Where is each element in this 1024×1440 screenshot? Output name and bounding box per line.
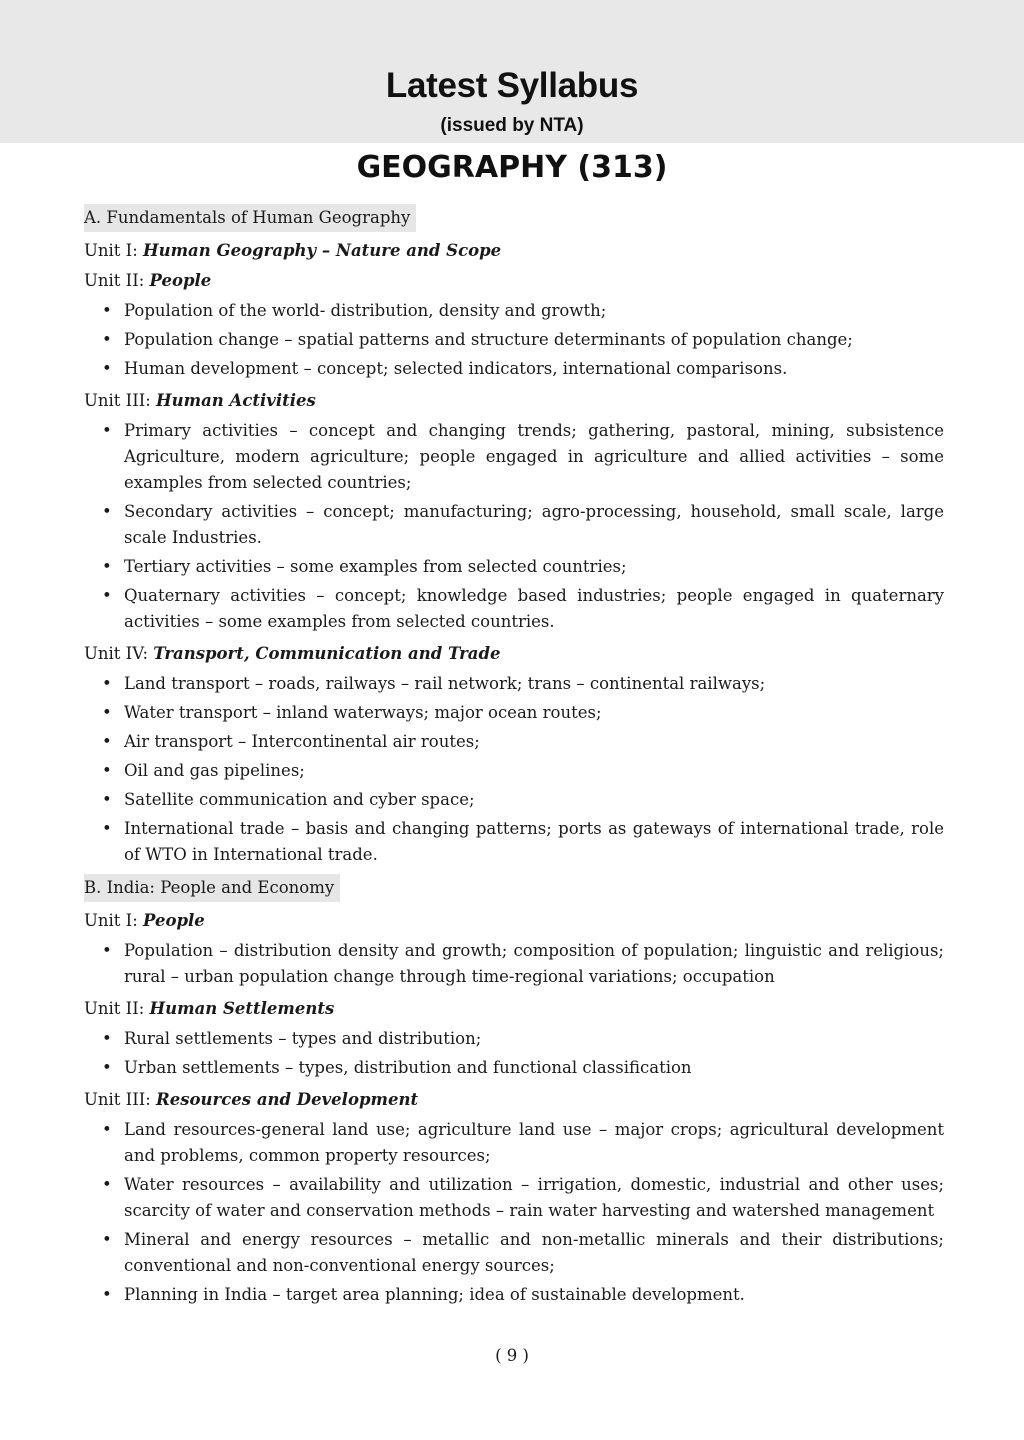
bullet-icon: • [102,732,112,751]
subject-title: GEOGRAPHY (313) [356,150,668,185]
list-item-text: Tertiary activities – some examples from selected countries; [124,557,627,576]
list-item-text: Water resources – availability and utilization – irrigation, domestic, industrial and other uses; scarcity of water and conservation methods – rain water harvesting and watershed management [124,1175,944,1220]
topic-list [84,1026,944,1081]
section-heading: B. India: People and Economy [84,874,340,902]
list-item [84,418,944,496]
list-item-text: Water transport – inland waterways; major ocean routes; [124,703,602,722]
header-banner [0,0,1024,143]
bullet-icon: • [102,941,112,960]
bullet-icon: • [102,674,112,693]
list-item-text: Air transport – Intercontinental air routes; [124,732,480,751]
list-item [84,356,944,382]
list-item [84,1026,944,1052]
list-item [84,816,944,868]
bullet-icon: • [102,301,112,320]
list-item [84,1055,944,1081]
list-item [84,787,944,813]
unit-title: Transport, Communication and Trade [153,644,501,663]
unit-heading [84,908,944,934]
bullet-icon: • [102,1175,112,1194]
unit-heading [84,641,944,667]
list-item-text: Planning in India – target area planning; idea of sustainable development. [124,1285,745,1304]
unit-title: Human Activities [156,391,316,410]
bullet-icon: • [102,819,112,838]
bullet-icon: • [102,1058,112,1077]
list-item [84,1172,944,1224]
unit-label: Unit I: [84,911,144,930]
bullet-icon: • [102,1029,112,1048]
bullet-icon: • [102,761,112,780]
list-item [84,1282,944,1308]
bullet-icon: • [102,790,112,809]
topic-list [84,938,944,990]
list-item-text: Population change – spatial patterns and structure determinants of population change; [124,330,853,349]
unit-heading [84,1087,944,1113]
list-item [84,1117,944,1169]
unit-label: Unit III: [84,391,157,410]
list-item [84,700,944,726]
bullet-icon: • [102,1230,112,1249]
list-item [84,1227,944,1279]
list-item [84,758,944,784]
bullet-icon: • [102,330,112,349]
bullet-icon: • [102,359,112,378]
unit-title: Human Settlements [149,999,335,1018]
list-item [84,554,944,580]
list-item [84,729,944,755]
bullet-icon: • [102,557,112,576]
list-item [84,938,944,990]
list-item [84,583,944,635]
bullet-icon: • [102,502,112,521]
list-item-text: International trade – basis and changing patterns; ports as gateways of international trade, role of WTO in International trade. [124,819,944,864]
topic-list [84,671,944,868]
unit-title: People [149,271,212,290]
syllabus-content [84,204,944,1314]
bullet-icon: • [102,586,112,605]
list-item [84,671,944,697]
list-item-text: Population – distribution density and growth; composition of population; linguistic and religious; rural – urban population change through time-regional variations; occupation [124,941,944,986]
unit-heading [84,996,944,1022]
list-item-text: Secondary activities – concept; manufacturing; agro-processing, household, small scale, large scale Industries. [124,502,944,547]
list-item-text: Satellite communication and cyber space; [124,790,475,809]
page-number: ( 9 ) [495,1346,529,1365]
bullet-icon: • [102,1285,112,1304]
section-heading: A. Fundamentals of Human Geography [84,204,416,232]
unit-label: Unit II: [84,271,150,290]
list-item [84,327,944,353]
topic-list [84,298,944,382]
list-item-text: Primary activities – concept and changing trends; gathering, pastoral, mining, subsistence Agriculture, modern agriculture; people engaged in agriculture and allied activities – some examples from selected countries; [124,421,944,492]
topic-list [84,418,944,635]
list-item-text: Land resources-general land use; agriculture land use – major crops; agricultural development and problems, common property resources; [124,1120,944,1165]
list-item-text: Urban settlements – types, distribution and functional classification [124,1058,692,1077]
list-item [84,499,944,551]
list-item-text: Human development – concept; selected indicators, international comparisons. [124,359,788,378]
unit-heading [84,268,944,294]
bullet-icon: • [102,703,112,722]
bullet-icon: • [102,1120,112,1139]
unit-label: Unit I: [84,241,144,260]
unit-label: Unit II: [84,999,150,1018]
unit-label: Unit III: [84,1090,157,1109]
unit-title: Resources and Development [156,1090,419,1109]
list-item-text: Population of the world- distribution, density and growth; [124,301,607,320]
unit-heading [84,238,944,264]
list-item-text: Mineral and energy resources – metallic and non-metallic minerals and their distributions; conventional and non-conventional energy sources; [124,1230,944,1275]
banner-title: Latest Syllabus [385,66,639,105]
unit-heading [84,388,944,414]
list-item-text: Quaternary activities – concept; knowledge based industries; people engaged in quaternary activities – some examples from selected countries. [124,586,944,631]
topic-list [84,1117,944,1308]
list-item-text: Oil and gas pipelines; [124,761,305,780]
banner-subtitle: (issued by NTA) [440,115,584,136]
unit-title: People [143,911,205,930]
unit-label: Unit IV: [84,644,154,663]
list-item [84,298,944,324]
bullet-icon: • [102,421,112,440]
list-item-text: Land transport – roads, railways – rail network; trans – continental railways; [124,674,766,693]
list-item-text: Rural settlements – types and distribution; [124,1029,482,1048]
unit-title: Human Geography – Nature and Scope [143,241,502,260]
